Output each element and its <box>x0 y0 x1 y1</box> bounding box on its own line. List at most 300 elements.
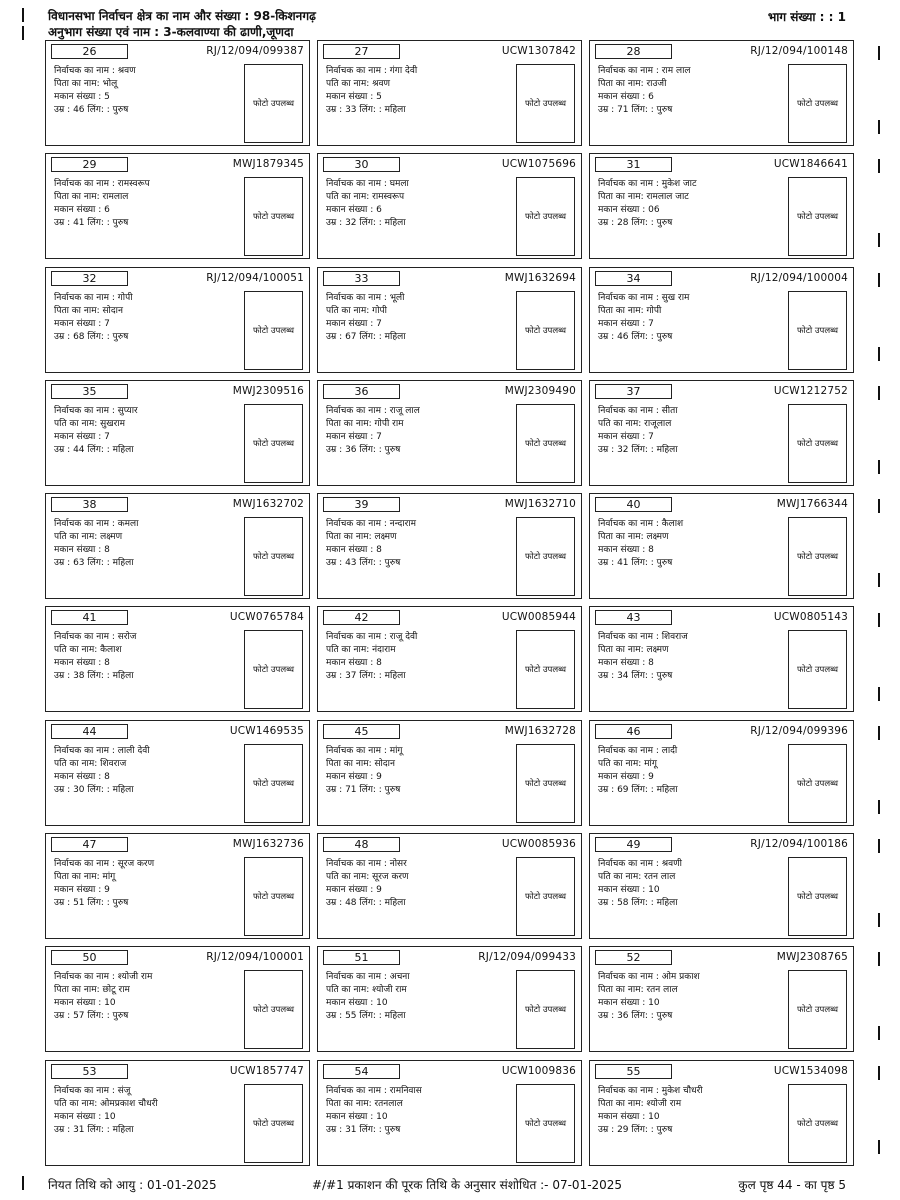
photo-box <box>516 1084 575 1163</box>
edge-mark <box>878 386 880 400</box>
age-gender: उम्र : 36 लिंग: : पुरुष <box>598 1011 673 1022</box>
edge-mark <box>878 347 880 361</box>
age-gender: उम्र : 37 लिंग: : महिला <box>326 671 406 682</box>
serial-number: 32 <box>51 271 128 286</box>
house-number: मकान संख्या : 10 <box>326 1111 388 1122</box>
voter-details <box>598 178 778 230</box>
relation-name: पिता का नाम: लक्ष्मण <box>598 645 669 656</box>
serial-number: 33 <box>323 271 400 286</box>
edge-mark <box>878 1026 880 1040</box>
age-gender: उम्र : 30 लिंग: : महिला <box>54 784 134 795</box>
voter-name: निर्वाचक का नाम : नन्दाराम <box>326 519 416 530</box>
voter-card <box>45 720 310 826</box>
age-gender: उम्र : 46 लिंग: : पुरुष <box>598 331 673 342</box>
house-number: मकान संख्या : 8 <box>54 545 110 556</box>
photo-box <box>244 630 303 709</box>
voter-card <box>589 493 854 599</box>
house-number: मकान संख्या : 6 <box>598 92 654 102</box>
photo-box <box>788 1084 847 1163</box>
voter-details <box>598 1085 778 1137</box>
photo-box <box>244 744 303 823</box>
relation-name: पति का नाम: रतन लाल <box>598 872 676 883</box>
voter-card <box>589 40 854 146</box>
photo-box <box>516 744 575 823</box>
edge-mark <box>878 159 880 173</box>
age-gender: उम्र : 36 लिंग: : पुरुष <box>326 444 401 455</box>
age-gender: उम्र : 57 लिंग: : पुरुष <box>54 1011 129 1022</box>
photo-label: फोटो उपलब्ध <box>796 552 839 563</box>
voter-details <box>326 178 506 230</box>
voter-name: निर्वाचक का नाम : लादी <box>598 745 678 756</box>
house-number: मकान संख्या : 9 <box>54 885 110 896</box>
voter-card <box>45 267 310 373</box>
serial-number: 43 <box>595 610 672 625</box>
voter-card <box>45 153 310 259</box>
voter-details <box>54 405 234 457</box>
serial-number: 31 <box>595 157 672 172</box>
photo-label: फोटो उपलब्ध <box>796 778 839 789</box>
voter-details <box>54 178 234 230</box>
age-gender: उम्र : 34 लिंग: : पुरुष <box>598 671 673 682</box>
edge-mark <box>878 1140 880 1154</box>
relation-name: पति का नाम: श्रवण <box>326 79 391 89</box>
section-title: अनुभाग संख्या एवं नाम : 3-कलवाण्या की ढाणी,जूणदा <box>48 25 294 39</box>
voter-name: निर्वाचक का नाम : गंगा देवी <box>326 66 418 76</box>
photo-box <box>788 857 847 936</box>
relation-name: पिता का नाम: राउजी <box>598 79 667 89</box>
voter-details <box>326 65 506 117</box>
epic-number: RJ/12/094/100186 <box>750 838 848 851</box>
voter-details <box>326 518 506 570</box>
edge-mark <box>878 1066 880 1080</box>
voter-name: निर्वाचक का नाम : भूली <box>326 292 405 303</box>
voter-card <box>317 40 582 146</box>
edge-mark <box>22 8 24 22</box>
age-gender: उम्र : 68 लिंग: : पुरुष <box>54 331 129 342</box>
voter-card <box>317 720 582 826</box>
house-number: मकान संख्या : 5 <box>326 92 382 102</box>
voter-details <box>598 65 778 117</box>
voter-card <box>317 833 582 939</box>
house-number: मकान संख्या : 7 <box>598 431 654 442</box>
voter-card <box>317 606 582 712</box>
photo-box <box>516 177 575 256</box>
age-gender: उम्र : 71 लिंग: : पुरुष <box>326 784 401 795</box>
constituency-title: विधानसभा निर्वाचन क्षेत्र का नाम और संख्या : 98-किशनगढ़ <box>48 9 316 23</box>
relation-name: पिता का नाम: रामलाल <box>54 192 129 203</box>
edge-mark <box>878 273 880 287</box>
photo-label: फोटो उपलब्ध <box>252 1005 295 1016</box>
voter-name: निर्वाचक का नाम : राम लाल <box>598 66 691 76</box>
voter-name: निर्वाचक का नाम : गोपी <box>54 292 133 303</box>
voter-name: निर्वाचक का नाम : सूरज करण <box>54 859 155 870</box>
epic-number: UCW1534098 <box>773 1064 848 1077</box>
house-number: मकान संख्या : 7 <box>54 318 110 329</box>
epic-number: RJ/12/094/099387 <box>206 45 304 57</box>
voter-card <box>589 267 854 373</box>
edge-mark <box>878 839 880 853</box>
voter-name: निर्वाचक का नाम : राजू लाल <box>326 405 420 416</box>
house-number: मकान संख्या : 7 <box>326 431 382 442</box>
edge-mark <box>878 952 880 966</box>
epic-number: UCW0805143 <box>773 611 848 624</box>
photo-box <box>788 517 847 596</box>
relation-name: पिता का नाम: मांगू <box>54 872 116 883</box>
age-gender: उम्र : 32 लिंग: : महिला <box>598 444 678 455</box>
serial-number: 48 <box>323 837 400 852</box>
serial-number: 53 <box>51 1064 128 1079</box>
photo-box <box>244 857 303 936</box>
voter-card <box>317 946 582 1052</box>
edge-mark <box>878 687 880 701</box>
serial-number: 26 <box>51 44 128 59</box>
voter-name: निर्वाचक का नाम : सुप्यार <box>54 405 138 416</box>
photo-box <box>516 630 575 709</box>
age-gender: उम्र : 55 लिंग: : महिला <box>326 1011 406 1022</box>
voter-name: निर्वाचक का नाम : कैलाश <box>598 519 684 530</box>
relation-name: पिता का नाम: लक्ष्मण <box>598 532 669 543</box>
house-number: मकान संख्या : 8 <box>54 658 110 669</box>
photo-box <box>788 64 847 143</box>
photo-label: फोटो उपलब्ध <box>252 778 295 789</box>
edge-mark <box>22 1176 24 1190</box>
photo-label: फोटो उपलब्ध <box>252 665 295 676</box>
photo-label: फोटो उपलब्ध <box>796 438 839 449</box>
part-number: भाग संख्या : : 1 <box>767 10 846 24</box>
house-number: मकान संख्या : 10 <box>326 998 388 1009</box>
epic-number: MWJ1632736 <box>232 838 304 851</box>
epic-number: UCW0765784 <box>229 611 304 624</box>
voter-details <box>598 405 778 457</box>
epic-number: MWJ1632728 <box>504 724 576 737</box>
serial-number: 28 <box>595 44 672 59</box>
epic-number: RJ/12/094/099396 <box>750 724 848 737</box>
edge-mark <box>878 46 880 60</box>
voter-name: निर्वाचक का नाम : रामनिवास <box>326 1085 422 1096</box>
serial-number: 55 <box>595 1064 672 1079</box>
voter-name: निर्वाचक का नाम : श्योजी राम <box>54 972 153 983</box>
voter-card <box>589 833 854 939</box>
relation-name: पति का नाम: सुखराम <box>54 418 125 429</box>
photo-label: फोटो उपलब्ध <box>796 892 839 903</box>
voter-name: निर्वाचक का नाम : कमला <box>54 519 139 530</box>
epic-number: UCW0085936 <box>501 838 576 851</box>
photo-box <box>516 517 575 596</box>
age-gender: उम्र : 48 लिंग: : महिला <box>326 898 406 909</box>
photo-box <box>516 970 575 1049</box>
epic-number: MWJ1632710 <box>504 498 576 511</box>
voter-card <box>45 833 310 939</box>
photo-box <box>244 404 303 483</box>
age-gender: उम्र : 44 लिंग: : महिला <box>54 444 134 455</box>
age-gender: उम्र : 67 लिंग: : महिला <box>326 331 406 342</box>
serial-number: 41 <box>51 610 128 625</box>
voter-details <box>326 405 506 457</box>
photo-label: फोटो उपलब्ध <box>524 778 567 789</box>
edge-mark <box>878 460 880 474</box>
relation-name: पिता का नाम: लक्ष्मण <box>326 532 397 543</box>
revision-note: #/#1 प्रकाशन की पूरक तिथि के अनुसार संशोधित :- 07-01-2025 <box>312 1178 623 1192</box>
relation-name: पिता का नाम: सोदान <box>54 305 123 316</box>
voter-name: निर्वाचक का नाम : श्रवणी <box>598 859 682 870</box>
serial-number: 37 <box>595 384 672 399</box>
house-number: मकान संख्या : 9 <box>326 885 382 896</box>
voter-card <box>589 720 854 826</box>
house-number: मकान संख्या : 10 <box>54 1111 116 1122</box>
serial-number: 44 <box>51 724 128 739</box>
voter-name: निर्वाचक का नाम : अचना <box>326 972 410 983</box>
serial-number: 52 <box>595 950 672 965</box>
photo-label: फोटो उपलब्ध <box>252 212 295 223</box>
voter-name: निर्वाचक का नाम : सुख राम <box>598 292 690 303</box>
relation-name: पति का नाम: कैलाश <box>54 645 122 656</box>
serial-number: 30 <box>323 157 400 172</box>
relation-name: पिता का नाम: गोपी राम <box>326 418 404 429</box>
photo-box <box>244 64 303 143</box>
relation-name: पति का नाम: सूरज करण <box>326 872 409 883</box>
voter-name: निर्वाचक का नाम : शिवराज <box>598 632 688 643</box>
epic-number: UCW1075696 <box>501 158 576 171</box>
epic-number: RJ/12/094/100004 <box>750 271 848 284</box>
epic-number: UCW1857747 <box>229 1064 304 1077</box>
voter-card <box>589 946 854 1052</box>
age-gender: उम्र : 58 लिंग: : महिला <box>598 898 678 909</box>
epic-number: MWJ2309490 <box>504 384 576 397</box>
age-gender: उम्र : 69 लिंग: : महिला <box>598 784 678 795</box>
house-number: मकान संख्या : 8 <box>326 545 382 556</box>
age-gender: उम्र : 28 लिंग: : पुरुष <box>598 218 673 229</box>
relation-name: पति का नाम: लक्ष्मण <box>54 532 123 543</box>
serial-number: 42 <box>323 610 400 625</box>
relation-name: पिता का नाम: सोदान <box>326 758 395 769</box>
voter-card <box>317 380 582 486</box>
age-gender: उम्र : 43 लिंग: : पुरुष <box>326 558 401 569</box>
age-gender: उम्र : 31 लिंग: : पुरुष <box>326 1124 401 1135</box>
age-gender: उम्र : 41 लिंग: : पुरुष <box>598 558 673 569</box>
relation-name: पिता का नाम: गोपी <box>598 305 662 316</box>
age-gender: उम्र : 33 लिंग: : महिला <box>326 105 406 115</box>
serial-number: 38 <box>51 497 128 512</box>
epic-number: RJ/12/094/099433 <box>478 951 576 964</box>
relation-name: पति का नाम: राजूलाल <box>598 418 672 429</box>
photo-label: फोटो उपलब्ध <box>796 99 839 109</box>
house-number: मकान संख्या : 10 <box>54 998 116 1009</box>
voter-details <box>54 65 234 117</box>
relation-name: पिता का नाम: छोटू राम <box>54 985 130 996</box>
photo-box <box>244 517 303 596</box>
photo-label: फोटो उपलब्ध <box>524 438 567 449</box>
photo-label: फोटो उपलब्ध <box>796 212 839 223</box>
age-gender: उम्र : 32 लिंग: : महिला <box>326 218 406 229</box>
photo-label: फोटो उपलब्ध <box>524 212 567 223</box>
voter-details <box>326 631 506 683</box>
relation-name: पिता का नाम: रतनलाल <box>326 1098 403 1109</box>
house-number: मकान संख्या : 8 <box>598 545 654 556</box>
voter-details <box>326 745 506 797</box>
house-number: मकान संख्या : 10 <box>598 998 660 1009</box>
photo-label: फोटो उपलब्ध <box>252 99 295 109</box>
house-number: मकान संख्या : 6 <box>326 205 382 216</box>
house-number: मकान संख्या : 10 <box>598 885 660 896</box>
house-number: मकान संख्या : 6 <box>54 205 110 216</box>
voter-name: निर्वाचक का नाम : राजू देवी <box>326 632 418 643</box>
photo-label: फोटो उपलब्ध <box>252 892 295 903</box>
edge-mark <box>878 613 880 627</box>
age-gender: उम्र : 38 लिंग: : महिला <box>54 671 134 682</box>
edge-mark <box>878 913 880 927</box>
photo-box <box>788 177 847 256</box>
edge-mark <box>878 499 880 513</box>
voter-card <box>317 267 582 373</box>
photo-box <box>516 404 575 483</box>
serial-number: 36 <box>323 384 400 399</box>
voter-card <box>45 946 310 1052</box>
epic-number: MWJ2309516 <box>232 384 304 397</box>
voter-card <box>317 1060 582 1166</box>
photo-box <box>244 970 303 1049</box>
house-number: मकान संख्या : 5 <box>54 92 110 102</box>
voter-details <box>54 518 234 570</box>
age-gender: उम्र : 71 लिंग: : पुरुष <box>598 105 673 115</box>
photo-box <box>516 64 575 143</box>
serial-number: 27 <box>323 44 400 59</box>
serial-number: 29 <box>51 157 128 172</box>
serial-number: 34 <box>595 271 672 286</box>
epic-number: MWJ1632694 <box>504 271 576 284</box>
photo-label: फोटो उपलब्ध <box>524 665 567 676</box>
serial-number: 54 <box>323 1064 400 1079</box>
voter-card <box>589 380 854 486</box>
photo-label: फोटो उपलब्ध <box>524 99 567 109</box>
page-header <box>48 8 316 40</box>
epic-number: RJ/12/094/100148 <box>750 45 848 57</box>
epic-number: RJ/12/094/100051 <box>206 271 304 284</box>
voter-details <box>598 292 778 344</box>
voter-card <box>589 1060 854 1166</box>
relation-name: पति का नाम: गोपी <box>326 305 387 316</box>
voter-name: निर्वाचक का नाम : घमला <box>326 179 409 190</box>
house-number: मकान संख्या : 8 <box>54 771 110 782</box>
house-number: मकान संख्या : 7 <box>598 318 654 329</box>
voter-details <box>598 745 778 797</box>
voter-name: निर्वाचक का नाम : मुकेश जाट <box>598 179 697 190</box>
voter-details <box>54 292 234 344</box>
edge-mark <box>878 120 880 134</box>
voter-details <box>326 858 506 910</box>
photo-label: फोटो उपलब्ध <box>796 1005 839 1016</box>
photo-box <box>516 857 575 936</box>
serial-number: 40 <box>595 497 672 512</box>
relation-name: पिता का नाम: श्योजी राम <box>598 1098 682 1109</box>
photo-label: फोटो उपलब्ध <box>796 665 839 676</box>
photo-box <box>788 744 847 823</box>
serial-number: 49 <box>595 837 672 852</box>
voter-card <box>317 153 582 259</box>
serial-number: 47 <box>51 837 128 852</box>
photo-label: फोटो उपलब्ध <box>796 1118 839 1129</box>
photo-label: फोटो उपलब्ध <box>796 325 839 336</box>
house-number: मकान संख्या : 06 <box>598 205 660 216</box>
voter-name: निर्वाचक का नाम : रामस्वरूप <box>54 179 150 190</box>
photo-label: फोटो उपलब्ध <box>252 552 295 563</box>
photo-box <box>788 970 847 1049</box>
photo-label: फोटो उपलब्ध <box>252 325 295 336</box>
voter-card <box>45 380 310 486</box>
age-gender: उम्र : 51 लिंग: : पुरुष <box>54 898 129 909</box>
voter-name: निर्वाचक का नाम : सीता <box>598 405 678 416</box>
epic-number: UCW0085944 <box>501 611 576 624</box>
page-info: कुल पृष्ठ 44 - का पृष्ठ 5 <box>738 1178 846 1192</box>
voter-details <box>54 858 234 910</box>
age-gender: उम्र : 29 लिंग: : पुरुष <box>598 1124 673 1135</box>
voter-card-grid <box>45 40 854 1166</box>
edge-mark <box>878 573 880 587</box>
relation-name: पिता का नाम: रतन लाल <box>598 985 678 996</box>
voter-details <box>326 292 506 344</box>
house-number: मकान संख्या : 7 <box>54 431 110 442</box>
epic-number: MWJ1632702 <box>232 498 304 511</box>
serial-number: 46 <box>595 724 672 739</box>
voter-details <box>326 1085 506 1137</box>
epic-number: MWJ2308765 <box>776 951 848 964</box>
voter-name: निर्वाचक का नाम : मांगू <box>326 745 403 756</box>
voter-details <box>54 1085 234 1137</box>
voter-card <box>45 606 310 712</box>
photo-label: फोटो उपलब्ध <box>524 552 567 563</box>
relation-name: पिता का नाम: भोलू <box>54 79 118 89</box>
voter-name: निर्वाचक का नाम : नोसर <box>326 859 407 870</box>
photo-label: फोटो उपलब्ध <box>252 438 295 449</box>
epic-number: UCW1212752 <box>773 384 848 397</box>
qualifying-date: नियत तिथि को आयु : 01-01-2025 <box>48 1178 217 1192</box>
voter-name: निर्वाचक का नाम : सरोज <box>54 632 137 643</box>
edge-mark <box>878 233 880 247</box>
photo-box <box>516 291 575 370</box>
relation-name: पति का नाम: शिवराज <box>54 758 127 769</box>
age-gender: उम्र : 31 लिंग: : महिला <box>54 1124 134 1135</box>
age-gender: उम्र : 46 लिंग: : पुरुष <box>54 105 129 115</box>
house-number: मकान संख्या : 8 <box>326 658 382 669</box>
age-gender: उम्र : 41 लिंग: : पुरुष <box>54 218 129 229</box>
age-gender: उम्र : 63 लिंग: : महिला <box>54 558 134 569</box>
edge-mark <box>22 26 24 40</box>
photo-box <box>788 291 847 370</box>
voter-card <box>45 493 310 599</box>
epic-number: UCW1846641 <box>773 158 848 171</box>
house-number: मकान संख्या : 7 <box>326 318 382 329</box>
voter-details <box>54 971 234 1023</box>
voter-details <box>598 971 778 1023</box>
voter-name: निर्वाचक का नाम : मुकेश चौधरी <box>598 1085 703 1096</box>
house-number: मकान संख्या : 10 <box>598 1111 660 1122</box>
epic-number: UCW1307842 <box>501 45 576 57</box>
photo-box <box>244 1084 303 1163</box>
house-number: मकान संख्या : 8 <box>598 658 654 669</box>
photo-label: फोटो उपलब्ध <box>524 1005 567 1016</box>
voter-card <box>45 40 310 146</box>
relation-name: पति का नाम: श्योजी राम <box>326 985 407 996</box>
serial-number: 45 <box>323 724 400 739</box>
photo-box <box>244 291 303 370</box>
voter-name: निर्वाचक का नाम : श्रवण <box>54 66 136 76</box>
voter-card <box>589 153 854 259</box>
relation-name: पति का नाम: रामस्वरूप <box>326 192 405 203</box>
voter-card <box>45 1060 310 1166</box>
voter-details <box>54 631 234 683</box>
edge-mark <box>878 726 880 740</box>
voter-name: निर्वाचक का नाम : लाली देवी <box>54 745 150 756</box>
serial-number: 39 <box>323 497 400 512</box>
